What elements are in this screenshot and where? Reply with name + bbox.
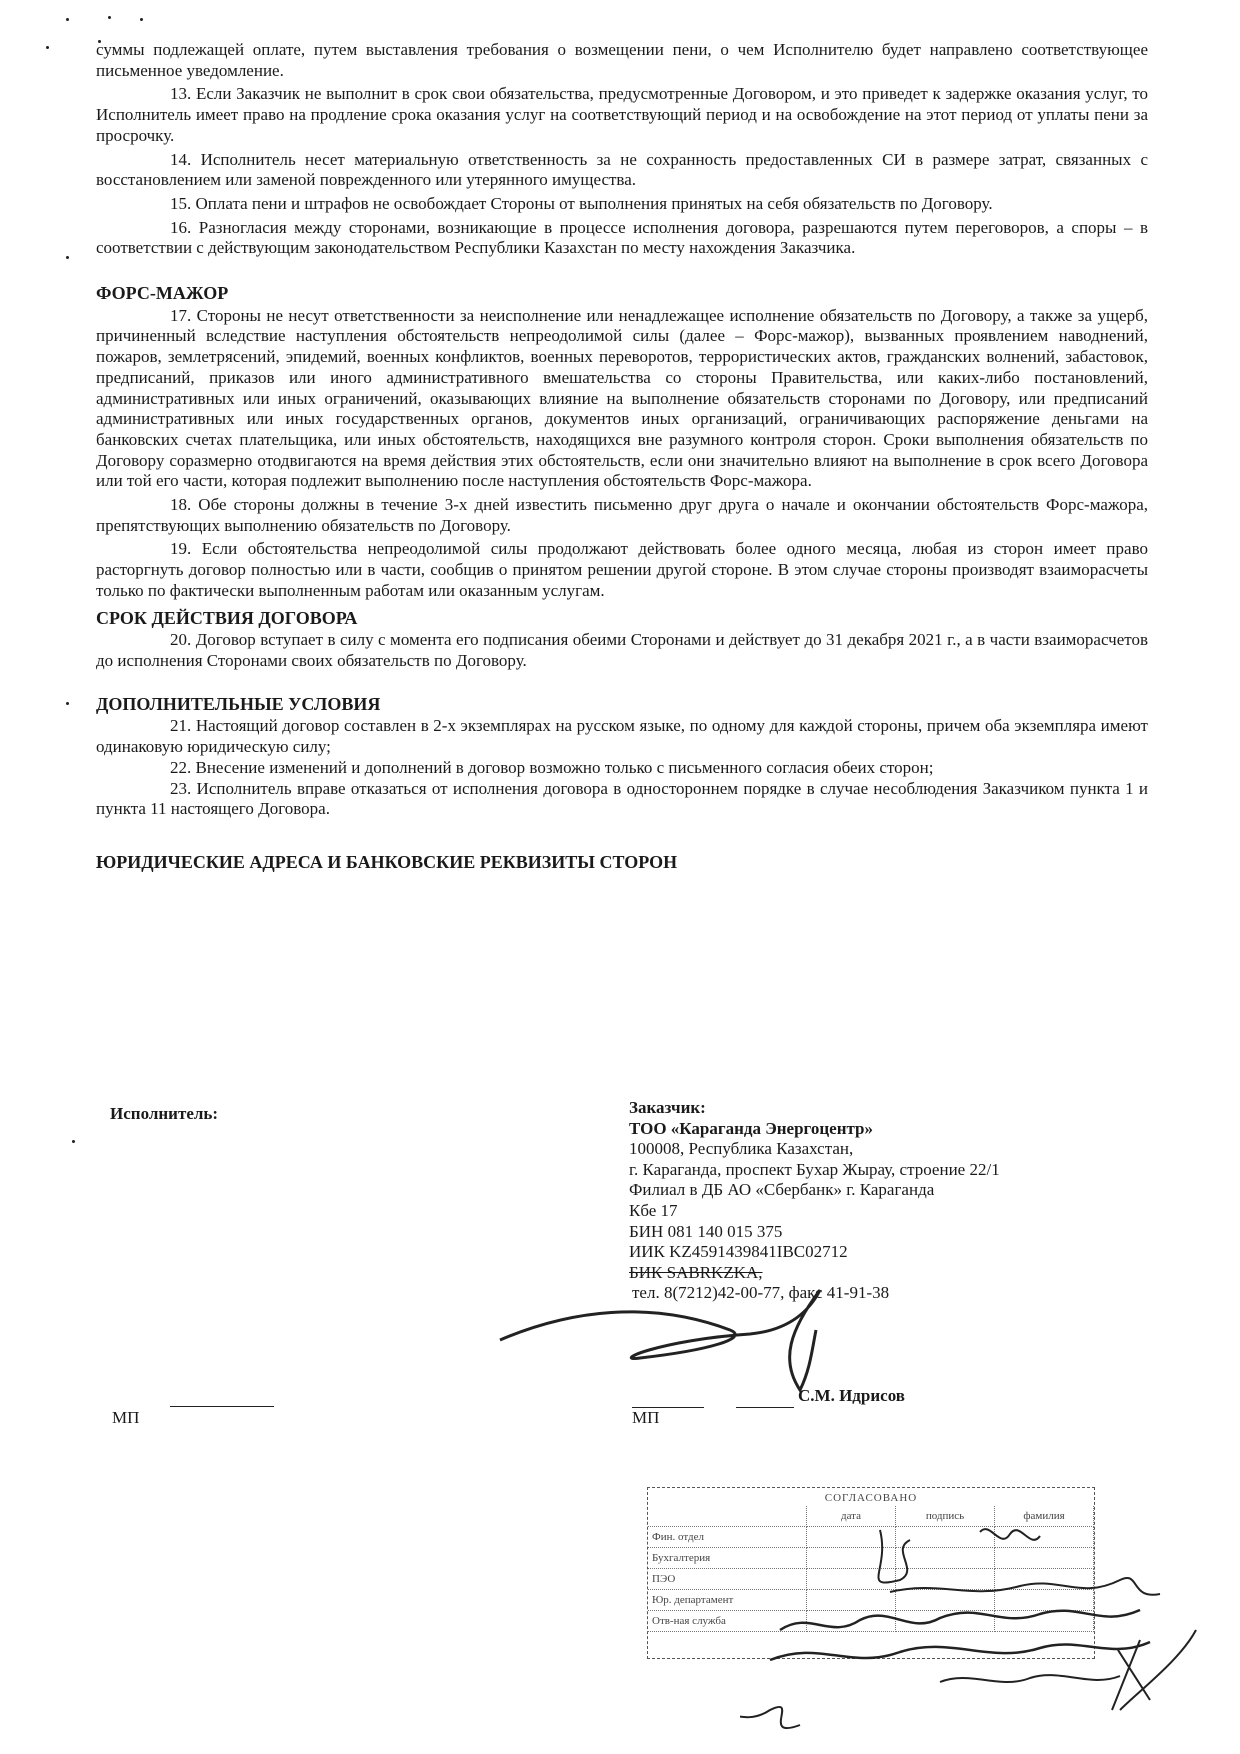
stamp-col-date: дата bbox=[807, 1506, 896, 1527]
heading-additional-terms: ДОПОЛНИТЕЛЬНЫЕ УСЛОВИЯ bbox=[96, 693, 381, 714]
paragraph-15: 15. Оплата пени и штрафов не освобождает Стороны от выполнения принятых на себя обязательств по Договору. bbox=[170, 193, 993, 213]
stamp-row-label: Отв-ная служба bbox=[648, 1611, 807, 1632]
paragraph-17: 17. Стороны не несут ответственности за неисполнение или ненадлежащее исполнение обязательств по Договору, а также за ущерб, причиненный вследствие наступления обстоятельств непреодолимой силы (далее – Форс-мажор), вызванных проявлением наводнений, пожаров, землетрясений, эпидемий, военных конфликтов, военных переворотов, террористических актов, гражданских волнений, забастовок, предписаний, приказов или иного административного вмешательства со стороны Правительства, или каких-либо постановлений, административных или иных ограничений, оказывающих влияние на выполнение обязательств сторонами по Договору, или предписаний административных или иных государственных органов, документов иных организаций, ограничивающих распоряжение деньгами на банковских счетах плательщика, или иных обстоятельств, находящихся вне разумного контроля сторон. Сроки выполнения обязательств по Договору соразмерно отодвигаются на время действия этих обстоятельств, если они значительно влияют на выполнение в срок всего Договора или той его части, которая подлежит выполнению после наступления обстоятельств Форс-мажора. bbox=[96, 305, 1148, 491]
paragraph-21: 21. Настоящий договор составлен в 2-х экземплярах на русском языке, по одному для каждой стороны, причем оба экземпляра имеют одинаковую юридическую силу; bbox=[96, 716, 1148, 757]
signature-scribble bbox=[490, 1270, 850, 1400]
paragraph-13: 13. Если Заказчик не выполнит в срок свои обязательства, предусмотренные Договором, и это приведет к задержке оказания услуг, то Исполнитель имеет право на продление срока оказания услуг на соответствующий период и на освобождение на этот период от уплаты пени за просрочку. bbox=[96, 84, 1148, 145]
customer-signer-name: С.М. Идрисов bbox=[798, 1386, 905, 1405]
approval-signatures bbox=[740, 1510, 1200, 1740]
scan-speck bbox=[66, 18, 69, 21]
paragraph-23: 23. Исполнитель вправе отказаться от исполнения договора в одностороннем порядке в случае несоблюдения Заказчиком пункта 1 и пункта 11 настоящего Договора. bbox=[96, 778, 1148, 819]
stamp-row-label: Юр. департамент bbox=[648, 1590, 807, 1611]
customer-phone: тел. 8(7212)42-00-77, факс 41-91-38 bbox=[632, 1283, 890, 1303]
paragraph-22: 22. Внесение изменений и дополнений в договор возможно только с письменного согласия обеих сторон; bbox=[170, 757, 934, 777]
customer-bik: БИК SABRKZKA, bbox=[629, 1262, 763, 1282]
paragraph-19: 19. Если обстоятельства непреодолимой силы продолжают действовать более одного месяца, любая из сторон имеет право расторгнуть договор полностью или в части, сообщив о принятом решении другой стороне. В этом случае стороны производят взаиморасчеты только по фактически выполненным работам или оказанным услугам. bbox=[96, 539, 1148, 600]
paragraph-14: 14. Исполнитель несет материальную ответственность за не сохранность предоставленных СИ в размере затрат, связанных с восстановлением или заменой поврежденного или утерянного имущества. bbox=[96, 149, 1148, 190]
customer-signature-line bbox=[736, 1407, 794, 1408]
executor-signature-line bbox=[170, 1406, 274, 1407]
scan-speck bbox=[66, 256, 69, 259]
stamp-row-label: Фин. отдел bbox=[648, 1527, 807, 1548]
customer-label: Заказчик: bbox=[629, 1098, 706, 1117]
stamp-col-name: фамилия bbox=[995, 1506, 1094, 1527]
executor-label: Исполнитель: bbox=[110, 1104, 219, 1123]
customer-iik: ИИК KZ4591439841IBC02712 bbox=[629, 1242, 848, 1262]
scan-speck bbox=[66, 702, 69, 705]
stamp-col-sign: подпись bbox=[896, 1506, 995, 1527]
customer-postal: 100008, Республика Казахстан, bbox=[629, 1139, 854, 1159]
stamp-row-label: Бухгалтерия bbox=[648, 1548, 807, 1569]
stamp-row-label: ПЭО bbox=[648, 1569, 807, 1590]
scan-speck bbox=[72, 1140, 75, 1143]
customer-kbe: Кбе 17 bbox=[629, 1200, 678, 1220]
heading-force-majeure: ФОРС-МАЖОР bbox=[96, 283, 229, 304]
scan-speck bbox=[108, 16, 111, 19]
customer-stamp-place: МП bbox=[632, 1408, 660, 1427]
paragraph-16: 16. Разногласия между сторонами, возникающие в процессе исполнения договора, разрешаются путем переговоров, а споры – в соответствии с действующим законодательством Республики Казахстан по месту нахождения Заказчика. bbox=[96, 217, 1148, 258]
heading-contract-term: СРОК ДЕЙСТВИЯ ДОГОВОРА bbox=[96, 607, 358, 628]
contract-body bbox=[96, 40, 1148, 873]
stamp-title: СОГЛАСОВАНО bbox=[824, 1492, 918, 1504]
scan-speck bbox=[46, 46, 49, 49]
customer-name: ТОО «Караганда Энергоцентр» bbox=[629, 1118, 874, 1138]
paragraph-18: 18. Обе стороны должны в течение 3-х дней известить письменно друг друга о начале и окончании обстоятельств Форс-мажора, препятствующих выполнению обязательств по Договору. bbox=[96, 495, 1148, 535]
customer-address: г. Караганда, проспект Бухар Жырау, строение 22/1 bbox=[629, 1159, 1000, 1179]
heading-legal-addresses: ЮРИДИЧЕСКИЕ АДРЕСА И БАНКОВСКИЕ РЕКВИЗИТЫ СТОРОН bbox=[96, 851, 678, 872]
paragraph-0: суммы подлежащей оплате, путем выставления требования о возмещении пени, о чем Исполнителю будет направлено соответствующее письменное уведомление. bbox=[96, 40, 1148, 80]
executor-stamp-place: МП bbox=[112, 1408, 140, 1427]
customer-bank: Филиал в ДБ АО «Сбербанк» г. Караганда bbox=[629, 1180, 935, 1200]
scan-speck bbox=[140, 18, 143, 21]
customer-bin: БИН 081 140 015 375 bbox=[629, 1221, 783, 1241]
paragraph-20: 20. Договор вступает в силу с момента его подписания обеими Сторонами и действует до 31 декабря 2021 г., а в части взаиморасчетов до исполнения Сторонами своих обязательств по Договору. bbox=[96, 630, 1148, 670]
